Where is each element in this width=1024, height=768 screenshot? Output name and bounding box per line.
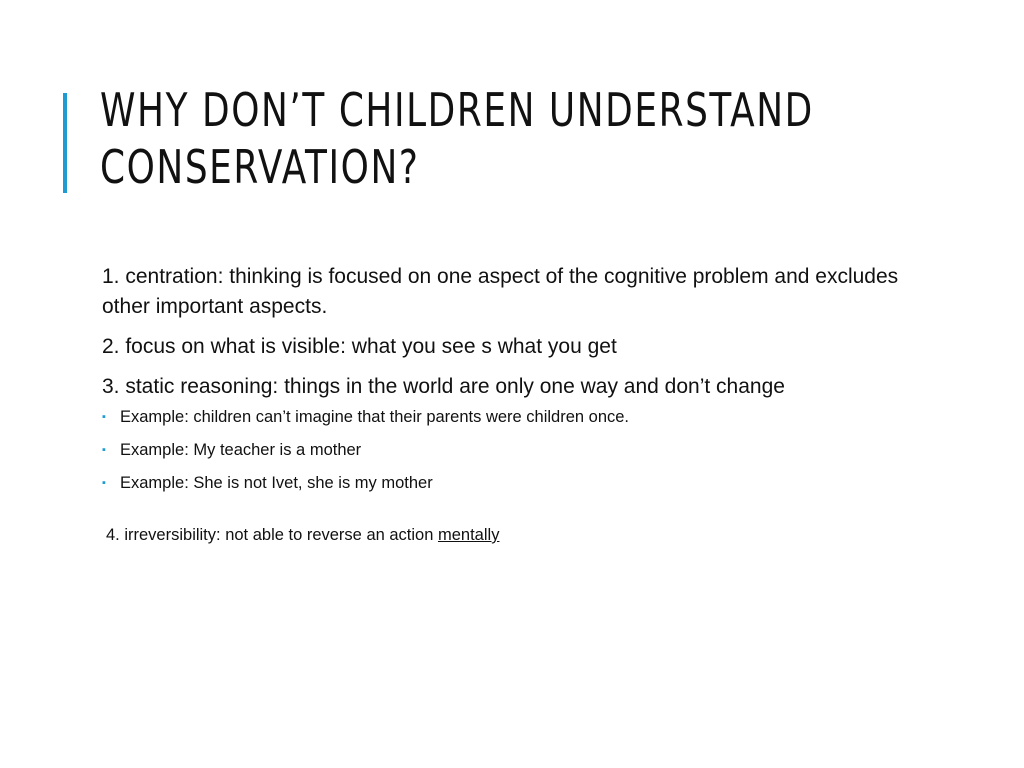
point-static-reasoning: 3. static reasoning: things in the world are only one way and don’t change xyxy=(102,375,785,398)
slide-body xyxy=(102,262,922,546)
bullet-icon: ▪ xyxy=(102,444,106,456)
point-focus-visible: 2. focus on what is visible: what you see s what you get xyxy=(102,335,617,358)
point-centration: 1. centration: thinking is focused on one aspect of the cognitive problem and excludes other important aspects. xyxy=(102,265,899,318)
list-item xyxy=(102,439,922,461)
bullet-icon: ▪ xyxy=(102,411,106,423)
slide-title xyxy=(100,82,814,196)
list-item xyxy=(102,406,922,428)
title-line-1: WHY DON’T CHILDREN UNDERSTAND xyxy=(100,83,814,137)
bullet-icon: ▪ xyxy=(102,477,106,489)
example-text: Example: children can’t imagine that their parents were children once. xyxy=(120,408,630,426)
point-irreversibility-text: 4. irreversibility: not able to reverse an action xyxy=(106,526,438,544)
point-irreversibility xyxy=(106,524,922,546)
example-text: Example: My teacher is a mother xyxy=(120,441,362,459)
example-text: Example: She is not Ivet, she is my mother xyxy=(120,474,433,492)
title-accent-bar xyxy=(63,93,67,193)
examples-list xyxy=(102,406,922,494)
title-line-2: CONSERVATION? xyxy=(100,140,420,194)
underlined-word: mentally xyxy=(438,526,500,544)
list-item xyxy=(102,472,922,494)
